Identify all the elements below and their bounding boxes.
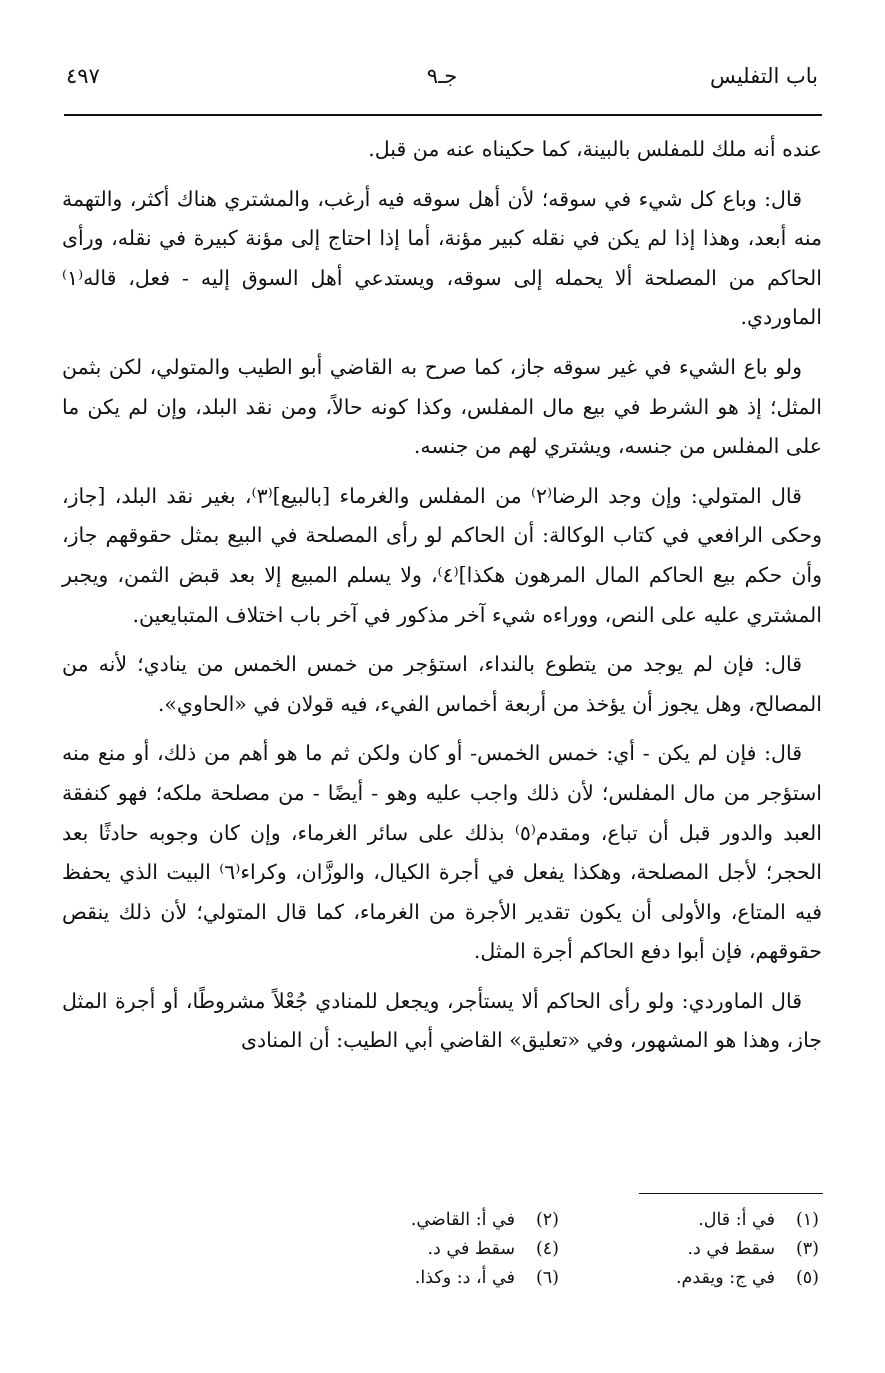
page-number: ٤٩٧ xyxy=(66,64,100,88)
footnote-text: في أ: قال. xyxy=(698,1210,775,1230)
footnote-mark: (١) xyxy=(795,1210,819,1230)
footnotes xyxy=(299,1206,819,1293)
paragraph: ولو باع الشيء في غير سوقه جاز، كما صرح به القاضي أبو الطيب والمتولي، لكن بثمن المثل؛ إذ هو الشرط في بيع مال المفلس، وكذا كونه حالاً، ومن نقد البلد، وإن لم يكن ما على المفلس من جنسه، ويشتري لهم من جنسه. xyxy=(62,354,822,459)
footnote-rule xyxy=(639,1193,823,1194)
footnote xyxy=(559,1206,819,1235)
footnote-text: سقط في د. xyxy=(427,1239,515,1259)
paragraph: قال: وباع كل شيء في سوقه؛ لأن أهل سوقه فيه أرغب، والمشتري هناك أكثر، والتهمة منه أبعد، وهذا إذا لم يكن في نقله كبير مؤنة، أما إذا احتاج إلى مؤنة كبيرة في نقله، ورأى الحاكم من المصلحة ألا يحمله إلى سوقه، ويستدعي أهل السوق إليه - فعل، قاله⁽١⁾ الماوردي. xyxy=(62,186,822,330)
footnote-text: في أ، د: وكذا. xyxy=(414,1268,515,1288)
footnote xyxy=(299,1264,559,1293)
footnote-mark: (٣) xyxy=(795,1239,819,1259)
footnote xyxy=(299,1235,559,1264)
paragraph: قال: فإن لم يوجد من يتطوع بالنداء، استؤجر من خمس الخمس من ينادي؛ لأنه من المصالح، وهل يجوز أن يؤخذ من أربعة أخماس الفيء، فيه قولان في «الحاوي». xyxy=(62,652,822,716)
paragraph: عنده أنه ملك للمفلس بالبينة، كما حكيناه عنه من قبل. xyxy=(368,137,822,161)
footnote-row xyxy=(299,1264,819,1293)
footnote-mark: (٥) xyxy=(795,1268,819,1288)
volume-number: جـ٩ xyxy=(426,64,458,88)
footnote-row xyxy=(299,1206,819,1235)
chapter-title: باب التفليس xyxy=(710,64,818,88)
footnote xyxy=(559,1235,819,1264)
footnote xyxy=(299,1206,559,1235)
paragraph: قال الماوردي: ولو رأى الحاكم ألا يستأجر، ويجعل للمنادي جُعْلاً مشروطًا، أو أجرة المثل جاز، وهذا هو المشهور، وفي «تعليق» القاضي أبي الطيب: أن المنادى xyxy=(62,988,822,1053)
paragraph: قال: فإن لم يكن - أي: خمس الخمس- أو كان ولكن ثم ما هو أهم من ذلك، أو منع منه استؤجر من مال المفلس؛ لأن ذلك واجب عليه وهو - أيضًا - من مصلحة ملكه؛ فهو كنفقة العبد والدور قبل أن تباع، ومقدم⁽٥⁾ بذلك على سائر الغرماء، وإن كان وجوبه حادثًا بعد الحجر؛ لأجل المصلحة، وهكذا يفعل في أجرة الكيال، والوزَّان، وكراء⁽٦⁾ البيت الذي يحفظ فيه المتاع، والأولى أن يكون تقدير الأجرة من الغرماء، كما قال المتولي؛ لأن ذلك ينقص حقوقهم، فإن أبوا دفع الحاكم أجرة المثل. xyxy=(62,741,823,964)
running-head xyxy=(66,64,818,104)
footnote-row xyxy=(299,1235,819,1264)
footnote-mark: (٦) xyxy=(535,1268,559,1288)
main-text xyxy=(62,130,822,1071)
paragraph: قال المتولي: وإن وجد الرضا⁽٢⁾ من المفلس والغرماء [بالبيع]⁽٣⁾، بغير نقد البلد، [جاز، وحكى الرافعي في كتاب الوكالة: أن الحاكم لو رأى المصلحة في البيع بمثل حقوقهم جاز، وأن حكم بيع الحاكم المال المرهون هكذا]⁽٤⁾، ولا يسلم المبيع إلا بعد قبض الثمن، ويجبر المشتري عليه على النص، ووراءه شيء آخر مذكور في آخر باب اختلاف المتبايعين. xyxy=(62,483,822,627)
footnote xyxy=(559,1264,819,1293)
footnote-text: سقط في د. xyxy=(687,1239,775,1259)
footnote-text: في أ: القاضي. xyxy=(410,1210,515,1230)
footnote-mark: (٢) xyxy=(535,1210,559,1230)
footnote-mark: (٤) xyxy=(535,1239,559,1259)
header-rule xyxy=(64,114,822,116)
footnote-text: في ج: ويقدم. xyxy=(675,1268,775,1288)
